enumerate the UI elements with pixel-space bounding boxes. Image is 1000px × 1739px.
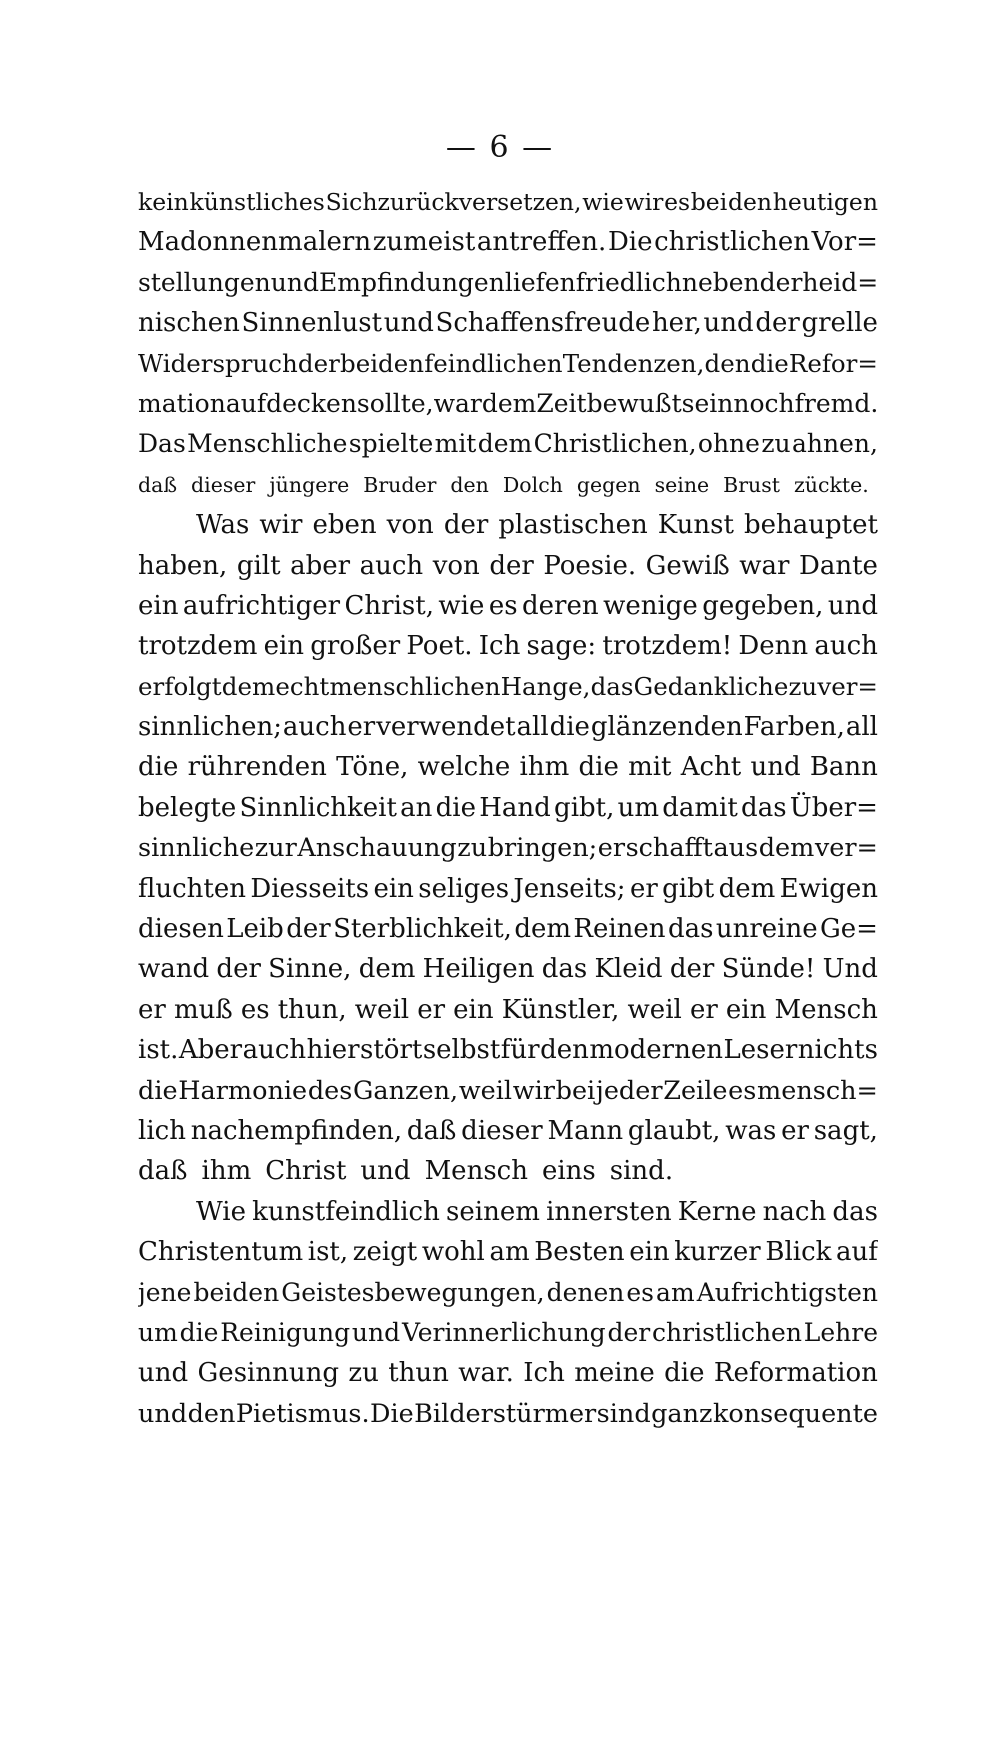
- text-line: er muß es thun, weil er ein Künstler, weil er ein Mensch: [138, 994, 878, 1025]
- text-line: ist. Aber auch hier stört selbst für den modernen Leser nichts: [138, 1035, 878, 1066]
- text-line: daß ihm Christ und Mensch eins sind.: [138, 1156, 674, 1187]
- text-line: sinnliche zur Anschauung zu bringen; er schafft aus dem ver=: [138, 833, 878, 864]
- text-line: nischen Sinnenlust und Schaffensfreude her, und der grelle: [138, 308, 878, 339]
- text-line: die Harmonie des Ganzen, weil wir bei jeder Zeile es mensch=: [138, 1075, 878, 1106]
- text-line: die rührenden Töne, welche ihm die mit Acht und Bann: [138, 752, 878, 783]
- text-line: daß dieser jüngere Bruder den Dolch gegen seine Brust zückte.: [138, 472, 869, 497]
- text-line: und Gesinnung zu thun war. Ich meine die Reformation: [138, 1358, 878, 1389]
- text-line: mation aufdecken sollte, war dem Zeitbewußtsein noch fremd.: [138, 388, 878, 418]
- text-line: wand der Sinne, dem Heiligen das Kleid der Sünde! Und: [138, 954, 878, 985]
- text-line: stellungen und Empfindungen liefen friedlich neben der heid=: [138, 267, 878, 297]
- text-line: um die Reinigung und Verinnerlichung der christlichen Lehre: [138, 1317, 878, 1347]
- text-line: ein aufrichtiger Christ, wie es deren wenige gegeben, und: [138, 590, 878, 621]
- text-line: Widerspruch der beiden feindlichen Tendenzen, den die Refor=: [138, 348, 878, 378]
- text-line: er folgt dem echt menschlichen Hange, das Gedankliche zu ver=: [138, 671, 878, 701]
- body-text: [138, 182, 878, 1434]
- text-line: Madonnenmalern zumeist antreffen. Die christlichen Vor=: [138, 227, 878, 258]
- page-number: — 6 —: [445, 130, 555, 165]
- text-line: und den Pietismus. Die Bilderstürmer sind ganz konsequente: [138, 1398, 878, 1429]
- text-line: haben, gilt aber auch von der Poesie. Gewiß war Dante: [138, 550, 878, 581]
- text-line: Was wir eben von der plastischen Kunst behauptet: [196, 510, 878, 541]
- text-line: Das Menschliche spielte mit dem Christlichen, ohne zu ahnen,: [138, 429, 878, 459]
- text-line: lich nachempfinden, daß dieser Mann glaubt, was er sagt,: [138, 1115, 878, 1146]
- text-line: Christentum ist, zeigt wohl am Besten ein kurzer Blick auf: [138, 1237, 878, 1268]
- text-line: kein künstliches Sichzurückversetzen, wie wir es bei den heutigen: [138, 188, 878, 216]
- text-line: sinnlichen; auch er verwendet all die glänzenden Farben, all: [138, 712, 878, 743]
- text-line: diesen Leib der Sterblichkeit, dem Reinen das unreine Ge=: [138, 914, 878, 945]
- text-line: trotzdem ein großer Poet. Ich sage: trotzdem! Denn auch: [138, 631, 878, 662]
- text-line: jene beiden Geistesbewegungen, denen es am Aufrichtigsten: [138, 1277, 878, 1307]
- text-line: fluchten Diesseits ein seliges Jenseits; er gibt dem Ewigen: [138, 873, 878, 904]
- text-line: Wie kunstfeindlich seinem innersten Kerne nach das: [196, 1196, 878, 1227]
- text-line: belegte Sinnlichkeit an die Hand gibt, um damit das Über=: [138, 792, 878, 823]
